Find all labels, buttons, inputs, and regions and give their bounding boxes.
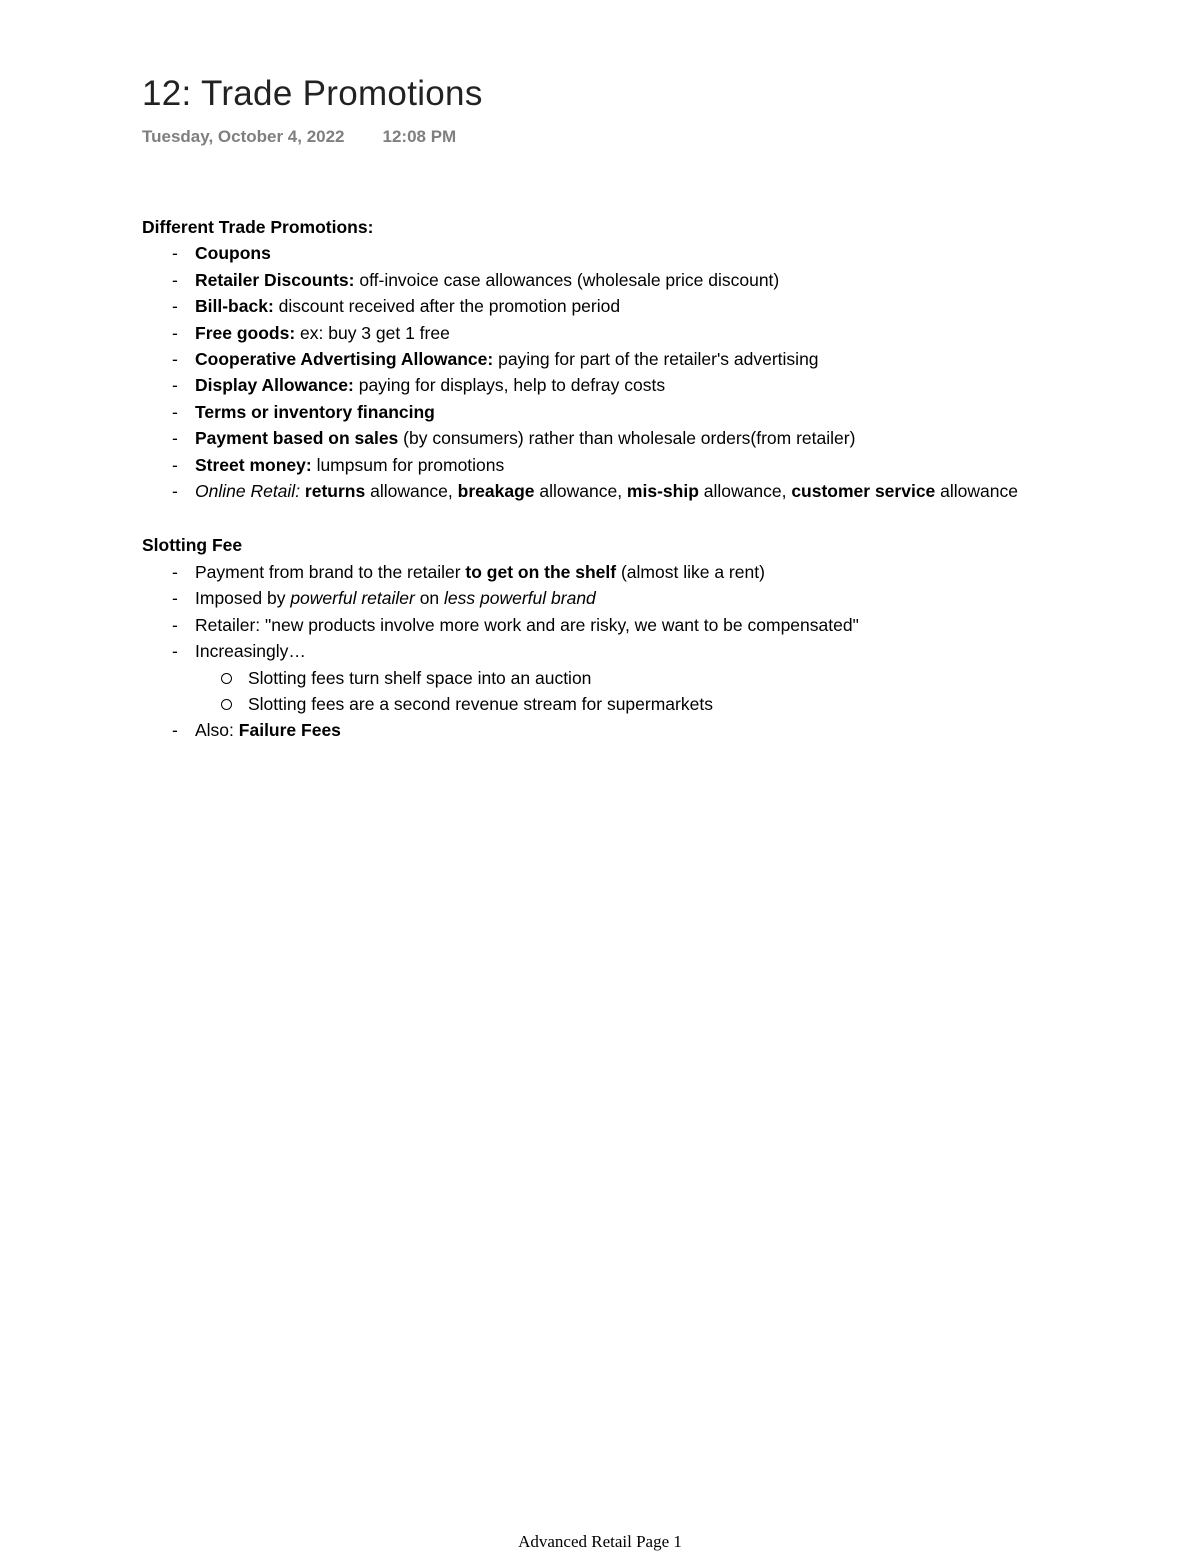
list-item [142,399,1142,425]
sub-list-item [195,665,1142,691]
item-text: (by consumers) rather than wholesale orders(from retailer) [398,428,856,449]
item-text: allowance, [365,481,458,502]
item-term: Cooperative Advertising Allowance: [195,349,494,370]
item-text: Slotting fees are a second revenue stream for supermarkets [248,693,713,714]
list-item [142,559,1142,585]
item-term: to get on the shelf [465,561,617,582]
item-text: on [414,588,445,609]
item-text: allowance [935,481,1018,502]
item-text: allowance, [698,481,792,502]
item-term: Retailer Discounts: [195,269,355,290]
list-item [142,612,1142,638]
item-term: Terms or inventory financing [195,401,435,422]
item-italic-term: powerful retailer [290,588,415,609]
bullet-dash: - [172,243,178,264]
bullet-dash: - [172,296,178,317]
item-text: ex: buy 3 get 1 free [295,322,450,343]
bullet-dash: - [172,428,178,449]
list-item [142,638,1142,717]
bullet-dash: - [172,588,178,609]
bullet-circle-icon [221,673,232,684]
item-text: off-invoice case allowances (wholesale price discount) [354,269,780,290]
item-term: Failure Fees [238,720,341,741]
item-text: paying for displays, help to defray costs [353,375,666,396]
item-term: breakage [457,481,535,502]
item-text: paying for part of the retailer's advertising [493,349,819,370]
list-item [142,372,1142,398]
bullet-dash: - [172,401,178,422]
item-term: Display Allowance: [195,375,354,396]
item-term: Coupons [195,243,271,264]
list-item [142,267,1142,293]
bullet-circle-icon [221,699,232,710]
item-text: discount received after the promotion period [273,296,621,317]
page-title: 12: Trade Promotions [142,74,483,113]
item-text: lumpsum for promotions [311,454,505,475]
page-meta [142,127,456,147]
list-item [142,478,1142,504]
item-text: Increasingly… [195,641,306,662]
list-item [142,717,1142,743]
bullet-dash: - [172,269,178,290]
section-spacer [142,504,1142,532]
page-time: 12:08 PM [382,127,457,146]
bullet-dash: - [172,375,178,396]
item-text: Retailer: "new products involve more work and are risky, we want to be compensated" [195,614,859,635]
list-item [142,293,1142,319]
item-text: Slotting fees turn shelf space into an auction [248,667,592,688]
bullet-dash: - [172,561,178,582]
item-text: allowance, [534,481,627,502]
list-item [142,452,1142,478]
bullet-dash: - [172,322,178,343]
trade-promotions-list [142,240,1142,504]
sub-list-item [195,691,1142,717]
sub-list [195,665,1142,718]
section-heading-trade-promotions: Different Trade Promotions: [142,217,374,237]
item-term: Payment based on sales [195,428,399,449]
bullet-dash: - [172,720,178,741]
bullet-dash: - [172,454,178,475]
list-item [142,240,1142,266]
item-text: Imposed by [195,588,291,609]
bullet-dash: - [172,641,178,662]
bullet-dash: - [172,614,178,635]
list-item [142,425,1142,451]
list-item [142,346,1142,372]
page-footer: Advanced Retail Page 1 [518,1532,682,1551]
list-item [142,320,1142,346]
item-term: customer service [791,481,936,502]
item-term: Bill-back: [195,296,274,317]
bullet-dash: - [172,349,178,370]
item-text: Payment from brand to the retailer [195,561,466,582]
item-text: (almost like a rent) [616,561,765,582]
item-italic-term: less powerful brand [444,588,596,609]
item-term: Free goods: [195,322,296,343]
item-term: Street money: [195,454,312,475]
note-content [142,214,1142,744]
item-term: returns [300,481,366,502]
section-heading-slotting-fee: Slotting Fee [142,535,243,556]
item-italic-term: Online Retail: [195,481,301,502]
bullet-dash: - [172,481,178,502]
page-date: Tuesday, October 4, 2022 [142,127,345,146]
slotting-fee-list [142,559,1142,744]
item-term: mis-ship [626,481,699,502]
item-text: Also: [195,720,239,741]
list-item [142,585,1142,611]
